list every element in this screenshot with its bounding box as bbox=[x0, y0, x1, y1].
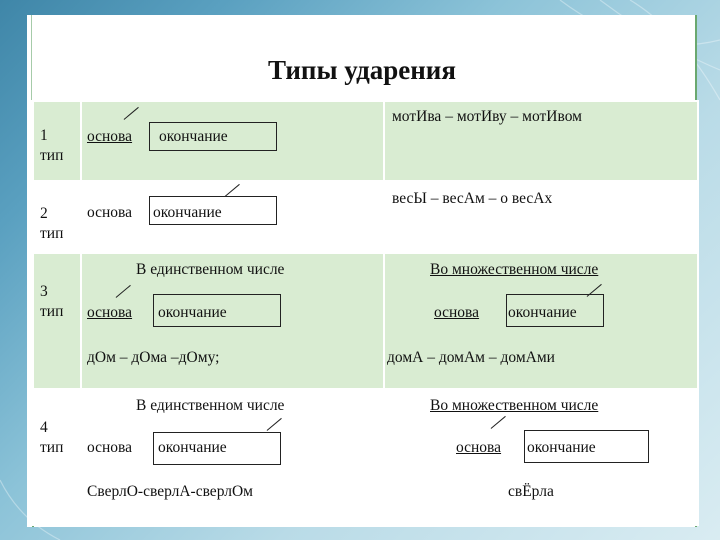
scheme-cell bbox=[81, 389, 384, 525]
slide bbox=[27, 15, 697, 527]
ending-label: окончание bbox=[158, 439, 227, 456]
ending-label: окончание bbox=[158, 304, 227, 321]
stem-label: основа bbox=[456, 439, 502, 456]
singular-heading: В единственном числе bbox=[136, 397, 285, 414]
plural-cell bbox=[384, 389, 698, 525]
plural-cell bbox=[384, 253, 698, 389]
type-cell bbox=[33, 253, 81, 389]
plural-heading: Во множественном числе bbox=[430, 261, 599, 278]
stem-label: основа bbox=[87, 439, 133, 456]
example-cell bbox=[384, 101, 698, 181]
stress-mark bbox=[124, 107, 139, 120]
example-text: СверлО-сверлА-сверлОм bbox=[87, 483, 253, 500]
example-cell bbox=[384, 181, 698, 253]
table-row bbox=[33, 253, 698, 389]
stem-label: основа bbox=[87, 304, 133, 321]
example-text: весЫ – весАм – о весАх bbox=[392, 190, 553, 207]
scheme-cell bbox=[81, 101, 384, 181]
page-title: Типы ударения bbox=[268, 55, 456, 85]
type-cell bbox=[33, 181, 81, 253]
scheme-cell bbox=[81, 181, 384, 253]
stress-mark bbox=[491, 416, 506, 429]
stem-label: основа bbox=[87, 128, 133, 145]
table-row bbox=[33, 181, 698, 253]
type-cell bbox=[33, 389, 81, 525]
stem-label: основа bbox=[87, 204, 133, 221]
ending-label: окончание bbox=[508, 304, 577, 321]
stem-label: основа bbox=[434, 304, 480, 321]
frame-left-border bbox=[31, 15, 32, 100]
example-text: свЁрла bbox=[508, 483, 554, 500]
type-word: тип bbox=[40, 147, 64, 164]
type-number: 4 bbox=[40, 419, 48, 436]
type-number: 1 bbox=[40, 127, 48, 144]
ending-label: окончание bbox=[527, 439, 596, 456]
singular-heading: В единственном числе bbox=[136, 261, 285, 278]
type-number: 3 bbox=[40, 283, 48, 300]
table-row bbox=[33, 101, 698, 181]
type-cell bbox=[33, 101, 81, 181]
type-number: 2 bbox=[40, 205, 48, 222]
example-text: дОм – дОма –дОму; bbox=[87, 349, 220, 366]
ending-label: окончание bbox=[159, 128, 228, 145]
type-word: тип bbox=[40, 439, 64, 456]
table-row bbox=[33, 389, 698, 525]
example-text: домА – домАм – домАми bbox=[387, 349, 555, 366]
scheme-cell bbox=[81, 253, 384, 389]
type-word: тип bbox=[40, 303, 64, 320]
type-word: тип bbox=[40, 225, 64, 242]
stress-mark bbox=[267, 418, 282, 431]
example-text: мотИва – мотИву – мотИвом bbox=[392, 108, 582, 125]
ending-label: окончание bbox=[153, 204, 222, 221]
stress-types-table bbox=[32, 100, 699, 526]
plural-heading: Во множественном числе bbox=[430, 397, 599, 414]
stress-mark bbox=[116, 285, 131, 298]
